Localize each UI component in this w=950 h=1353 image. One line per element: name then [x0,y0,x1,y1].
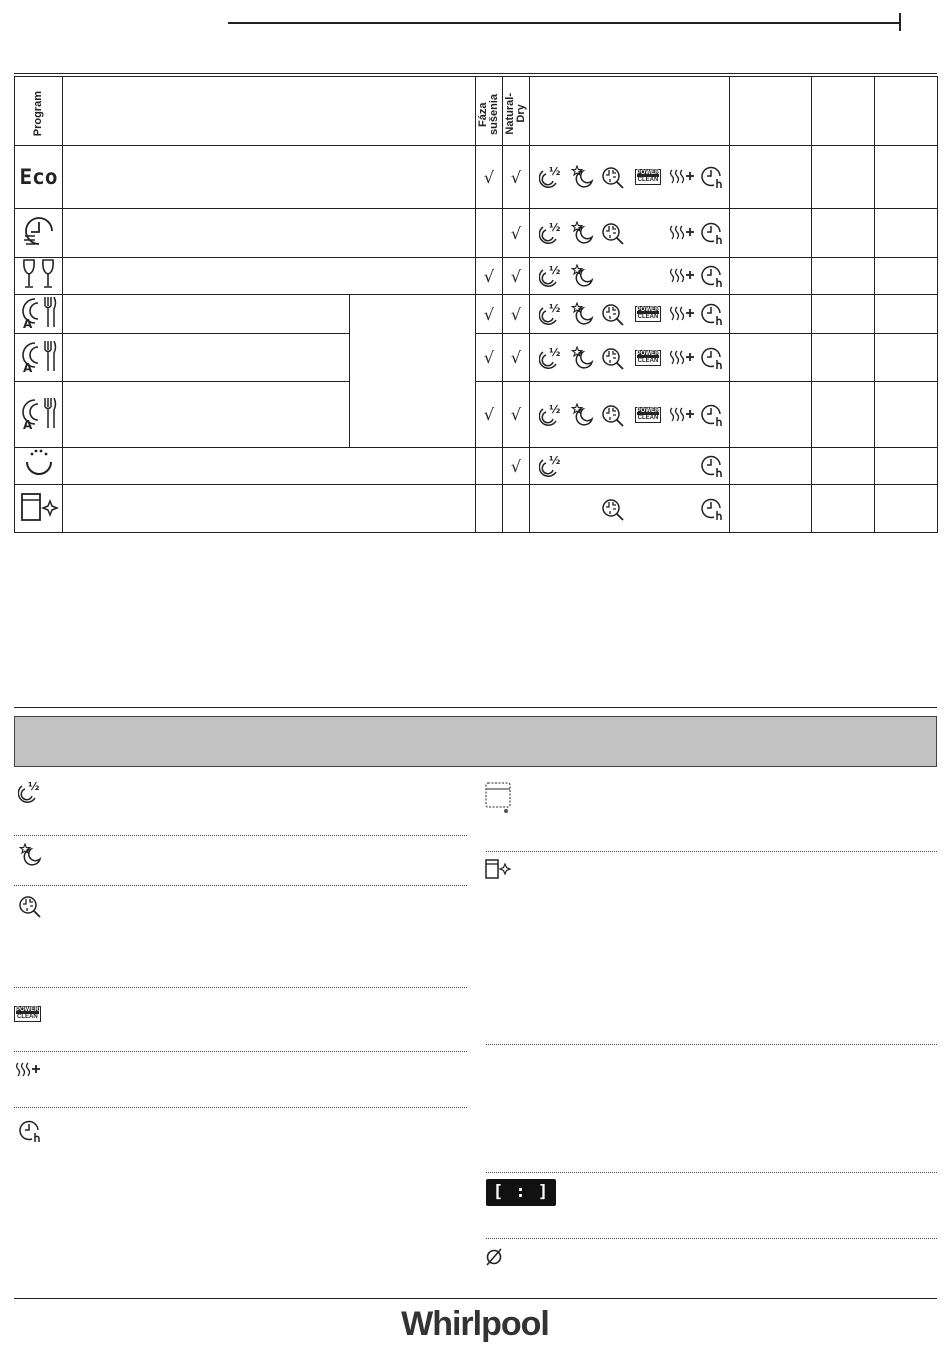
check-mark: √ [483,266,495,286]
svg-text:½: ½ [549,165,561,178]
options-cell [530,146,730,209]
empty-option-slot [668,496,696,522]
data-cell [730,209,812,258]
delay-start-option-icon [699,164,727,190]
extra-dry-option-icon [668,301,696,327]
description-column-header [63,77,476,146]
program-row [15,295,938,334]
check-mark: √ [510,348,522,367]
whirlpool-logo: Whirlpool [401,1305,549,1343]
data-cell [875,295,938,334]
svg-text:½: ½ [549,302,561,315]
delay-start-option-icon [699,402,727,428]
empty-option-slot [631,263,665,289]
program-row [15,382,938,448]
check-mark: √ [483,304,495,324]
table-header-row [15,77,938,146]
svg-text:½: ½ [549,454,561,467]
disabled-icon [484,1247,504,1267]
power-clean-option-icon: POWER CLEAN [636,407,660,421]
data-cell [875,448,938,485]
extra-dry-option-icon [668,220,696,246]
empty-option-slot [631,496,665,522]
data-cell [730,382,812,448]
extra-dry-option-icon [668,402,696,428]
options-column-header [530,77,730,146]
legend-divider [14,885,467,886]
data-cell [730,334,812,382]
data-cell [730,258,812,295]
program-row [15,209,938,258]
legend-divider [486,1044,937,1045]
data-cell [812,334,875,382]
check-mark: √ [483,405,495,424]
data-cell [875,258,938,295]
empty-option-slot [538,496,566,522]
data-cell [875,146,938,209]
legend-divider [486,1238,937,1239]
empty-option-slot [668,453,696,479]
options-cell [530,258,730,295]
half-load-option-icon [538,453,566,479]
drying-phase-cell [476,485,503,533]
half-load-icon [18,780,44,808]
options-cell [530,448,730,485]
empty-option-slot [569,453,597,479]
data-cell [812,295,875,334]
extra-dry-icon [14,1059,42,1085]
column-header-7 [730,77,812,146]
svg-text:½: ½ [549,402,561,416]
drying-phase-cell [476,334,503,382]
empty-option-slot [631,453,665,479]
data-cell [812,485,875,533]
empty-option-slot [600,453,628,479]
svg-text:½: ½ [549,345,561,359]
drying-phase-cell [476,146,503,209]
rinse-icon [15,448,63,485]
drying-phase-cell [476,209,503,258]
svg-text:½: ½ [28,780,40,793]
data-cell [730,295,812,334]
natural-dry-cell [503,382,530,448]
drying-phase-column-header: Fáza sušenia [476,77,503,146]
legend-header-bar [14,716,937,767]
program-table [14,76,938,533]
table-top-rule [14,73,937,74]
data-cell [812,209,875,258]
header-rule-end [899,13,901,31]
legend-divider [14,1107,467,1108]
options-cell [530,295,730,334]
program-row [15,258,938,295]
empty-option-slot [600,263,628,289]
data-cell [875,485,938,533]
night-option-icon [569,263,597,289]
options-cell [530,485,730,533]
half-load-option-icon [538,263,566,289]
stain-detect-option-icon [600,402,628,428]
program-row [15,448,938,485]
extra-dry-option-icon [668,345,696,371]
options-cell [530,382,730,448]
wine-glasses-icon [15,258,63,295]
auto-dishes-icon [15,295,63,334]
night-option-icon [569,402,597,428]
stain-detect-option-icon [600,345,628,371]
options-cell [530,334,730,382]
power-clean-option-icon: POWER CLEAN [636,350,660,364]
svg-text:A: A [22,417,32,430]
program-description [63,209,476,258]
auto-dishes-icon [15,334,63,382]
extra-dry-option-icon [668,263,696,289]
check-mark: √ [510,405,522,424]
drying-phase-cell [476,382,503,448]
half-load-option-icon [538,345,566,371]
drying-phase-cell [476,295,503,334]
stain-detect-option-icon [600,220,628,246]
natural-dry-cell [503,146,530,209]
power-clean-icon: POWER CLEAN [16,1007,39,1020]
empty-option-slot [631,220,665,246]
data-cell [812,146,875,209]
natural-dry-cell [503,258,530,295]
eco-program-icon: Eco [15,146,63,209]
svg-text:A: A [22,317,32,329]
drying-phase-cell [476,448,503,485]
program-description [63,146,476,209]
program-description [63,485,476,533]
half-load-option-icon [538,164,566,190]
extra-dry-option-icon [668,164,696,190]
machine-care-icon [484,858,512,884]
check-mark: √ [483,348,495,367]
header-rule [228,22,900,24]
check-mark: √ [510,304,522,324]
natural-dry-column-header: Natural- Dry [503,77,530,146]
stain-detect-option-icon [600,496,628,522]
data-cell [730,146,812,209]
quick-clock-icon [15,209,63,258]
stain-detect-option-icon [600,301,628,327]
night-option-icon [569,345,597,371]
data-cell [812,448,875,485]
stain-detect-icon [18,894,44,922]
program-description [63,334,350,382]
delay-start-option-icon [699,496,727,522]
check-mark: √ [510,223,522,243]
auto-program-group-cell [350,295,476,448]
data-cell [875,209,938,258]
program-row [15,485,938,533]
column-header-9 [875,77,938,146]
legend-top-rule [14,707,937,708]
natural-dry-cell [503,334,530,382]
check-mark: √ [483,167,495,187]
check-mark: √ [510,456,522,476]
power-clean-option-icon: POWER CLEAN [636,170,660,183]
options-cell [530,209,730,258]
auto-dishes-icon [15,382,63,448]
program-description [63,382,350,448]
delay-start-option-icon [699,345,727,371]
night-option-icon [569,220,597,246]
legend-divider [14,835,467,836]
data-cell [875,382,938,448]
legend-divider [486,851,937,852]
natural-dry-cell [503,295,530,334]
program-row [15,334,938,382]
natural-dry-cell [503,485,530,533]
dishwasher-icon [484,781,514,815]
delay-start-option-icon [699,453,727,479]
program-row [15,146,938,209]
display-indicator: [ : ] [486,1179,556,1206]
data-cell [812,382,875,448]
power-clean-option-icon: POWER CLEAN [636,307,660,320]
half-load-option-icon [538,402,566,428]
svg-text:½: ½ [549,221,561,234]
delay-start-option-icon [699,220,727,246]
delay-start-option-icon [699,263,727,289]
legend-divider [486,1172,937,1173]
check-mark: √ [510,167,522,187]
night-option-icon [569,164,597,190]
stain-detect-option-icon [600,164,628,190]
natural-dry-cell [503,209,530,258]
drying-phase-cell [476,258,503,295]
half-load-option-icon [538,220,566,246]
natural-dry-cell [503,448,530,485]
program-description [63,295,350,334]
empty-option-slot [569,496,597,522]
legend-divider [14,987,467,988]
data-cell [730,448,812,485]
program-column-header: Program [15,77,63,146]
delay-start-option-icon [699,301,727,327]
footer-rule [14,1298,937,1299]
program-description [63,258,476,295]
half-load-option-icon [538,301,566,327]
night-icon [18,843,44,871]
svg-text:½: ½ [549,264,561,277]
delay-start-icon [18,1118,44,1148]
data-cell [730,485,812,533]
svg-text:A: A [22,360,32,373]
column-header-8 [812,77,875,146]
data-cell [812,258,875,295]
check-mark: √ [510,266,522,286]
data-cell [875,334,938,382]
night-option-icon [569,301,597,327]
machine-care-icon [15,485,63,533]
legend-divider [14,1051,467,1052]
program-description [63,448,476,485]
